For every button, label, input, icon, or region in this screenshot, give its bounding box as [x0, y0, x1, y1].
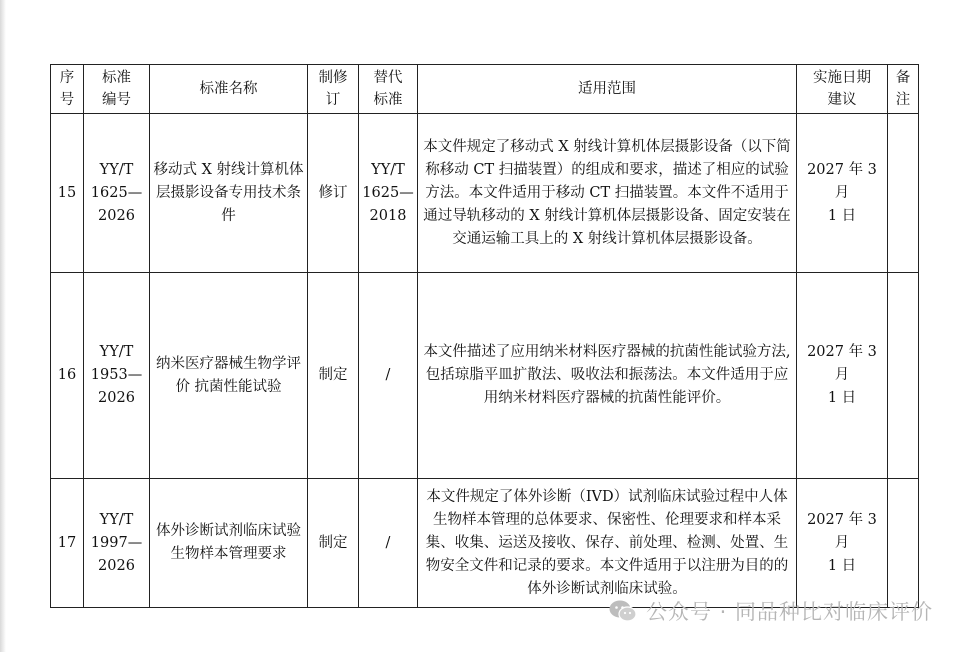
- cell-name: 移动式 X 射线计算机体层摄影设备专用技术条件: [150, 114, 308, 273]
- wechat-icon: [608, 598, 638, 624]
- standards-table: [50, 64, 919, 608]
- cell-scope: 本文件规定了移动式 X 射线计算机体层摄影设备（以下简称移动 CT 扫描装置）的组成和要求，描述了相应的试验方法。本文件适用于移动 CT 扫描装置。本文件不适用于通过导轨移动的 X 射线计算机体层摄影设备、固定安装在交通运输工具上的 X 射线计算机体层摄影设备。: [418, 114, 797, 273]
- cell-no: 17: [51, 479, 84, 608]
- cell-replace: /: [359, 273, 418, 479]
- table-row: [51, 273, 919, 479]
- cell-date: 2027 年 3 月 1 日: [797, 273, 888, 479]
- header-replace: 替代 标准: [359, 65, 418, 114]
- cell-scope: 本文件规定了体外诊断（IVD）试剂临床试验过程中人体生物样本管理的总体要求、保密性、伦理要求和样本采集、收集、运送及接收、保存、前处理、检测、处置、生物安全文件和记录的要求。本文件适用于以注册为目的的体外诊断试剂临床试验。: [418, 479, 797, 608]
- watermark-text: 公众号 · 同品种比对临床评价: [645, 600, 933, 624]
- cell-type: 制定: [308, 273, 359, 479]
- cell-name: 纳米医疗器械生物学评价 抗菌性能试验: [150, 273, 308, 479]
- cell-replace: YY/T 1625— 2018: [359, 114, 418, 273]
- table-row: [51, 114, 919, 273]
- cell-code: YY/T 1625— 2026: [84, 114, 150, 273]
- cell-no: 16: [51, 273, 84, 479]
- header-type: 制修 订: [308, 65, 359, 114]
- cell-remark: [888, 273, 919, 479]
- cell-code: YY/T 1953— 2026: [84, 273, 150, 479]
- header-no: 序 号: [51, 65, 84, 114]
- table-header-row: [51, 65, 919, 114]
- header-date: 实施日期 建议: [797, 65, 888, 114]
- cell-remark: [888, 479, 919, 608]
- header-remark: 备 注: [888, 65, 919, 114]
- table-row: [51, 479, 919, 608]
- cell-date: 2027 年 3 月 1 日: [797, 114, 888, 273]
- cell-replace: /: [359, 479, 418, 608]
- cell-remark: [888, 114, 919, 273]
- cell-no: 15: [51, 114, 84, 273]
- cell-scope: 本文件描述了应用纳米材料医疗器械的抗菌性能试验方法,包括琼脂平皿扩散法、吸收法和振荡法。本文件适用于应用纳米材料医疗器械的抗菌性能评价。: [418, 273, 797, 479]
- header-code: 标准 编号: [84, 65, 150, 114]
- page-edge-shadow: [0, 0, 6, 652]
- cell-type: 制定: [308, 479, 359, 608]
- header-scope: 适用范围: [418, 65, 797, 114]
- cell-name: 体外诊断试剂临床试验生物样本管理要求: [150, 479, 308, 608]
- watermark: [608, 596, 933, 626]
- cell-code: YY/T 1997— 2026: [84, 479, 150, 608]
- header-name: 标准名称: [150, 65, 308, 114]
- cell-date: 2027 年 3 月 1 日: [797, 479, 888, 608]
- cell-type: 修订: [308, 114, 359, 273]
